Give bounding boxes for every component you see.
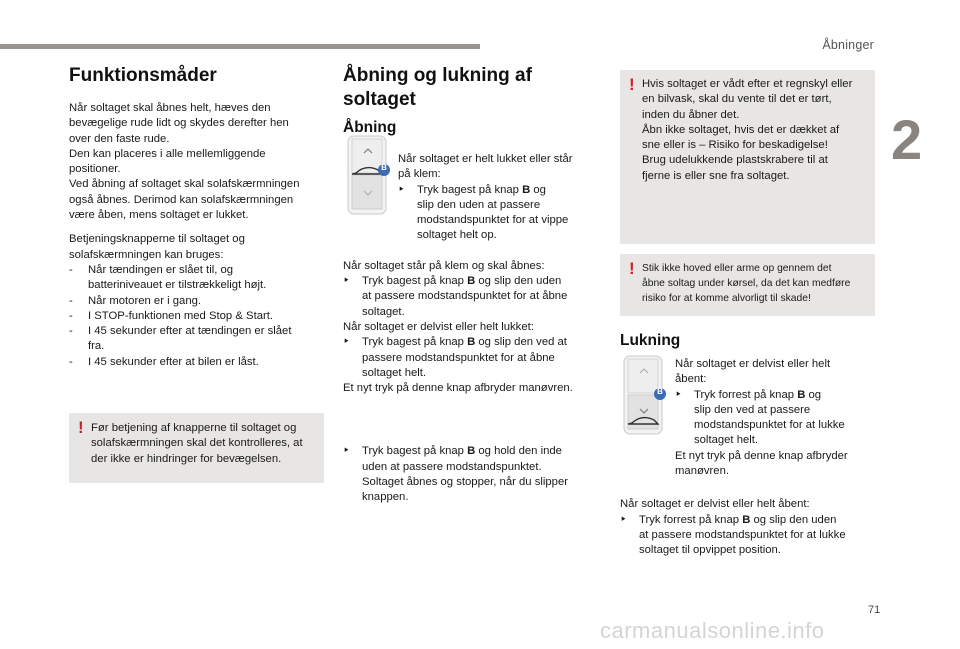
arrow-bullet-icon: ‣: [343, 336, 350, 349]
button-letter-badge: B: [381, 163, 387, 172]
close-intro: Når soltaget er delvist eller helt åbent:: [675, 358, 831, 386]
buttons-intro: Betjeningsknapperne til soltaget og solafskærmningen kan bruges:: [69, 233, 245, 261]
arrow-bullet-icon: ‣: [343, 275, 350, 288]
button-letter-badge: B: [657, 387, 663, 396]
list-item: - I 45 sekunder efter at tændingen er slået fra.: [69, 325, 292, 353]
page-number: 71: [868, 604, 881, 616]
chapter-name: Åbninger: [822, 38, 874, 52]
warning-box-obstacles: [69, 413, 324, 483]
closed-instructions: [398, 152, 603, 244]
closed-intro: Når soltaget er helt lukket eller står på klem:: [398, 153, 573, 181]
arrow-bullet-icon: ‣: [675, 388, 682, 401]
subsection-title-closing: Lukning: [620, 332, 681, 349]
intro-paragraph: Når soltaget skal åbnes helt, hæves den bevægelige rude lidt og skydes derefter hen over den faste rude. Den kan placeres i alle mellemliggende positioner. Ved åbning af soltaget skal solafskærmningen også åbnes. Derimod kan solafskærmningen være åben, mens soltaget er lukket.: [69, 102, 300, 222]
list-item: ‣ Tryk bagest på knap B og slip den uden at passere modstandspunktet for at vippe soltaget helt op.: [398, 183, 603, 244]
tilt-intro: Når soltaget er delvist eller helt åbent:: [620, 498, 810, 511]
header-rule: [0, 44, 480, 49]
warning-exclamation-icon: !: [78, 418, 84, 438]
warning-exclamation-icon: !: [629, 75, 635, 94]
list-item: - I STOP-funktionen med Stop & Start.: [69, 309, 274, 322]
warning-exclamation-icon: !: [629, 259, 635, 278]
close-instructions: [675, 357, 875, 479]
list-item: ‣ Tryk bagest på knap B og slip den uden at passere modstandspunktet for at åbne soltaget.: [343, 274, 603, 320]
list-item: - I 45 sekunder efter at bilen er låst.: [69, 355, 259, 368]
chapter-number: 2: [891, 108, 923, 171]
list-item: - Når motoren er i gang.: [69, 294, 202, 307]
arrow-bullet-icon: ‣: [398, 183, 405, 196]
section-title-operating-modes: Funktionsmåder: [69, 65, 217, 86]
ajar-intro: Når soltaget står på klem og skal åbnes:: [343, 259, 545, 272]
sunroof-button-close-illustration: [622, 355, 666, 435]
new-press-note: Et nyt tryk på denne knap afbryder manøvren.: [343, 382, 573, 395]
section-title-open-close: Åbning og lukning af soltaget: [343, 65, 532, 110]
partly-intro: Når soltaget er delvist eller helt lukket:: [343, 320, 534, 333]
column-operating-modes: [69, 64, 324, 483]
list-item: ‣ Tryk bagest på knap B og hold den inde uden at passere modstandspunktet. Soltaget åbnes og stopper, når du slipper knappen.: [343, 444, 603, 505]
list-item: - Når tændingen er slået til, og batteriniveauet er tilstrækkeligt højt.: [69, 263, 267, 292]
list-item: ‣ Tryk forrest på knap B og slip den ved at passere modstandspunktet for at lukke soltaget helt.: [675, 388, 875, 449]
subsection-title-opening: Åbning: [343, 119, 397, 136]
arrow-bullet-icon: ‣: [343, 445, 350, 458]
list-item: ‣ Tryk bagest på knap B og slip den ved at passere modstandspunktet for at åbne soltaget helt.: [343, 335, 603, 381]
list-item: ‣ Tryk forrest på knap B og slip den uden at passere modstandspunktet for at lukke soltaget til opvippet position.: [620, 513, 875, 559]
warning-text: Stik ikke hoved eller arme op gennem det åbne soltag under kørsel, da det kan medføre risiko for at komme alvorligt til skade!: [642, 263, 851, 304]
column-warnings-closing: [620, 70, 875, 559]
arrow-bullet-icon: ‣: [620, 513, 627, 526]
watermark: carmanualsonline.info: [600, 618, 825, 643]
close-new-press-note: Et nyt tryk på denne knap afbryder manøvren.: [675, 449, 848, 478]
tilt-instructions: [620, 497, 875, 558]
sunroof-switch-icon: [346, 135, 390, 215]
conditions-list: [69, 263, 324, 370]
hold-instructions: [343, 444, 603, 505]
warning-box-wet-roof: [620, 70, 875, 244]
sunroof-button-open-illustration: [346, 135, 390, 215]
warning-text: Hvis soltaget er vådt efter et regnskyl eller en bilvask, skal du vente til det er tørt, inden du åbner det. Åbn ikke soltaget, hvis det er dækket af sne eller is – Risiko for beskadigelse! Brug udelukkende plastskrabere til at fjerne is eller sne fra soltaget.: [642, 78, 853, 182]
warning-box-head-arms: [620, 254, 875, 316]
column-open-close: [343, 64, 603, 506]
ajar-instructions: [343, 259, 603, 397]
warning-text: Før betjening af knapperne til soltaget og solafskærmningen skal det kontrolleres, at der ikke er hindringer for bevægelsen.: [91, 422, 303, 465]
